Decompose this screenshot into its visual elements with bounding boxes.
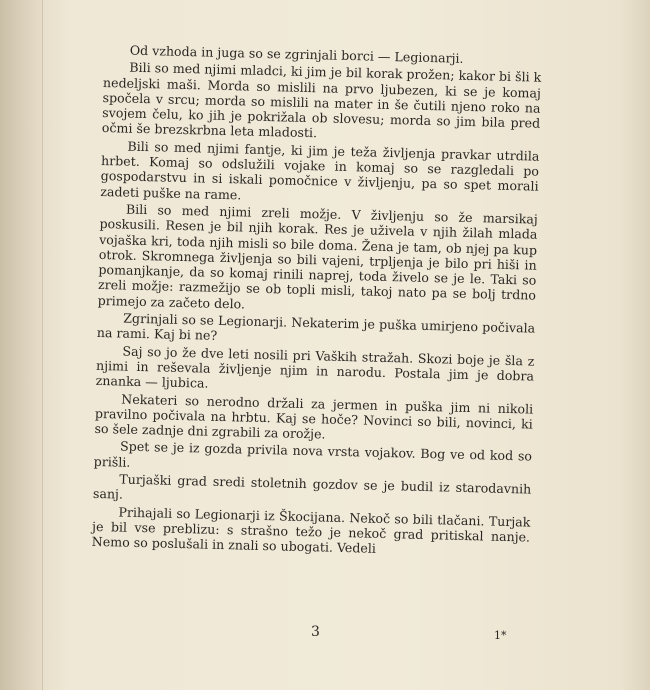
- page-gutter: [0, 0, 43, 690]
- paragraph: Bili so med njimi mladci, ki jim je bil korak prožen; kakor bi šli k nedeljski maši. Morda so mislili na prvo ljubezen, ki se je komaj spočela v srcu; morda so mislili na mater in še čutili njeno roko na svojem čelu, ko jih je pokrižala ob slovesu; morda so jim bila pred očmi še brezskrbna leta mladosti.: [101, 59, 542, 141]
- body-text: [92, 42, 542, 562]
- paragraph: Bili so med njimi fantje, ki jim je teža življenja pravkar utrdila hrbet. Komaj so odslužili vojake in komaj so se razgledali po gospodarstvu in si iskali pomočnice v življenju, pa so spet morali zadeti puške na rame.: [100, 138, 540, 203]
- paragraph: Saj so jo že dve leti nosili pri Vaških stražah. Skozi boje je šla z njimi in reševala življenje njim in narodu. Postala jim je dobra znanka — ljubica.: [95, 343, 535, 391]
- paragraph: Spet se je iz gozda privila nova vrsta vojakov. Bog ve od kod so prišli.: [93, 438, 533, 470]
- paragraph: Bili so med njimi zreli možje. V življenju so že marsikaj poskusili. Resen je bil njih korak. Res je uživela v njih žilah mlada vojaška kri, toda njih misli so bile doma. Žena je tam, ob njej pa kup otrok. Skromnega življenja so bili vajeni, trpljenja je bilo pri hiši in pomanjkanje, da so komaj rinili naprej, toda živelo se je le. Taki so zreli možje: razmežijo se ob topli misli, takoj nato pa se bolj trdno primejo za začeto delo.: [97, 201, 538, 312]
- paragraph: Zgrinjali so se Legionarji. Nekaterim je puška umirjeno počivala na rami. Kaj bi ne?: [96, 310, 536, 344]
- paragraph: Prihajali so Legionarji iz Škocijana. Nekoč so bili tlačani. Turjak je bil vse preblizu: s strašno težo je nekoč grad pritiskal nanje. Nemo so poslušali in znali so ubogati. Vedeli: [91, 504, 531, 556]
- paragraph: Turjaški grad sredi stoletnih gozdov se je budil iz starodavnih sanj.: [92, 471, 532, 502]
- paragraph: Od vzhoda in juga so se zgrinjali borci — Legionarji.: [129, 42, 464, 66]
- page-number: 3: [311, 624, 320, 640]
- paragraph: Nekateri so nerodno držali za jermen in puška jim ni nikoli pravilno počivala na hrbtu. Kaj se hoče? Novinci so bili, novinci, ki so šele zadnje dni zgrabili za orožje.: [94, 391, 534, 442]
- signature-mark: 1*: [494, 629, 507, 642]
